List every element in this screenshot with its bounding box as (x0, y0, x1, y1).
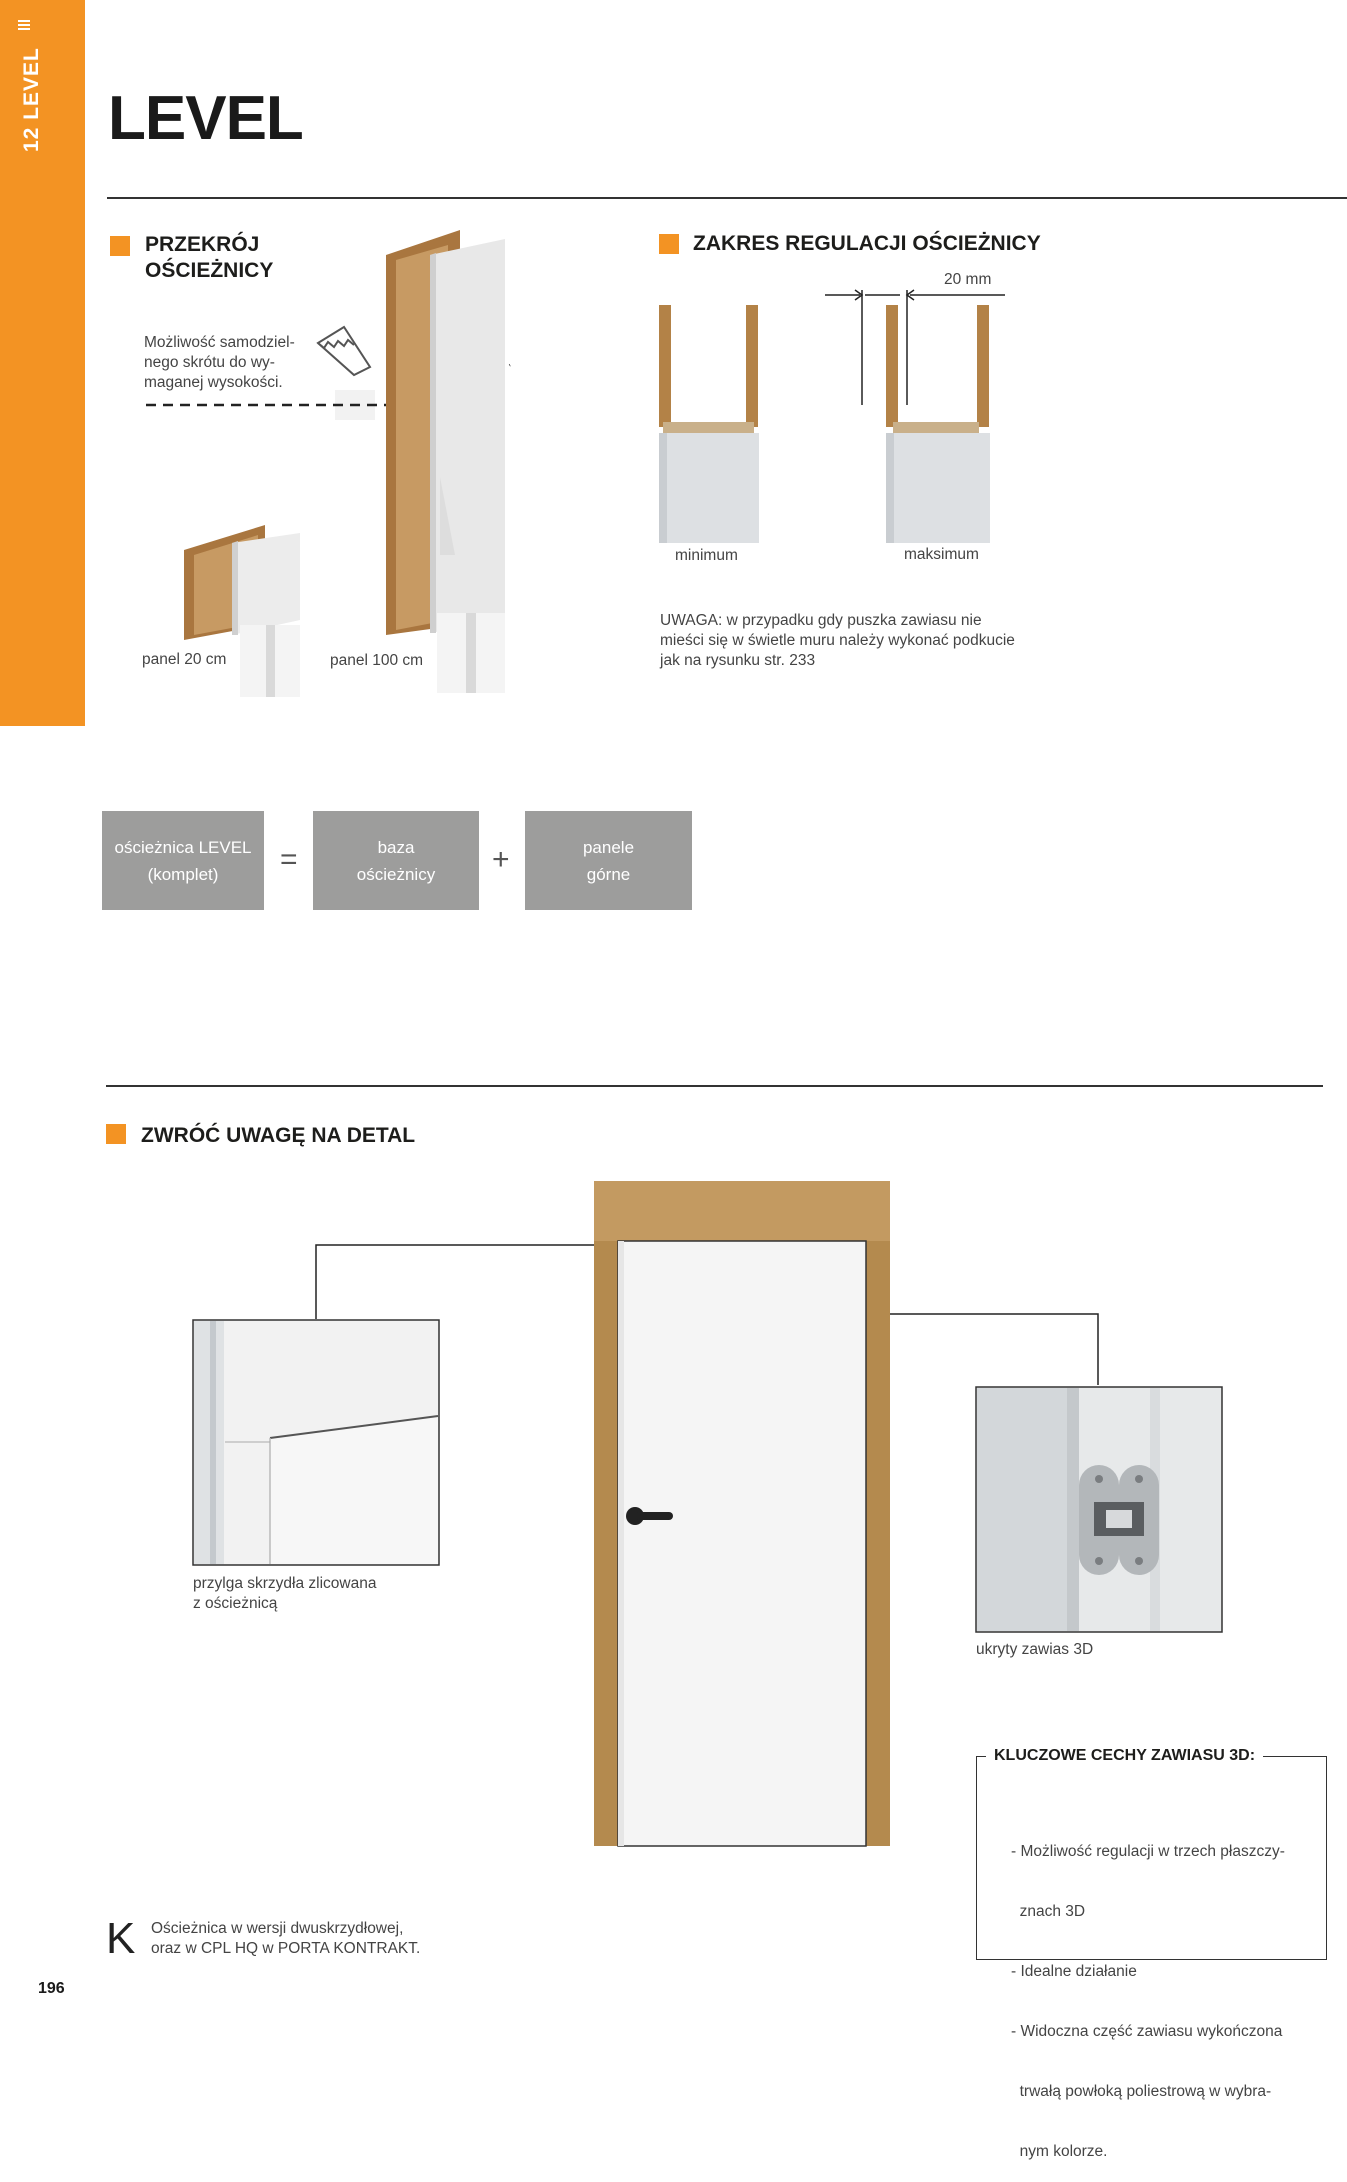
equals-sign: = (280, 843, 298, 876)
feature-item: nym kolorze. (1011, 2143, 1108, 2160)
section-marker-icon (106, 1124, 126, 1144)
footnote (151, 1919, 420, 1959)
cross-title-line1: PRZEKRÓJ (145, 233, 260, 256)
section-marker-icon (659, 234, 679, 254)
cross-title-line2: OŚCIEŻNICY (145, 259, 274, 282)
dimension-label: 20 mm (944, 271, 992, 288)
range-section-title: ZAKRES REGULACJI OŚCIEŻNICY (693, 232, 1041, 255)
feature-item: - Widoczna część zawiasu wykończona (1011, 2023, 1283, 2040)
formula-box-text: panele (582, 837, 635, 857)
frame-range-illustration (655, 285, 1015, 545)
sidebar-label: 12 LEVEL (20, 47, 43, 152)
saw-icon (318, 327, 370, 375)
caption-line: przylga skrzydła zlicowana (193, 1575, 377, 1592)
feature-item: - Idealne działanie (1011, 1963, 1137, 1980)
detail-section-title: ZWRÓĆ UWAGĘ NA DETAL (141, 1124, 416, 1147)
page-number: 196 (38, 1980, 65, 1997)
cut-note-line: nego skrótu do wy- (144, 354, 275, 371)
right-detail-caption: ukryty zawias 3D (976, 1641, 1094, 1658)
formula-frame-base (313, 811, 479, 910)
plus-sign: + (492, 843, 510, 876)
minimum-label: minimum (675, 547, 738, 564)
range-note-line: mieści się w świetle muru należy wykonać podkucie (660, 632, 1015, 649)
formula-top-panels (525, 811, 692, 910)
section-marker-icon (110, 236, 130, 256)
left-detail-caption (193, 1574, 377, 1614)
top-divider (107, 197, 1347, 199)
panel-small-label: panel 20 cm (142, 651, 227, 668)
caption-line: z ościeżnicą (193, 1595, 278, 1612)
cut-note-line: maganej wysokości. (144, 374, 283, 391)
range-note-line: UWAGA: w przypadku gdy puszka zawiasu nie (660, 612, 982, 629)
formula-box-text: (komplet) (147, 864, 219, 884)
cut-note-line: Możliwość samodziel- (144, 334, 295, 351)
footnote-line: oraz w CPL HQ w PORTA KONTRAKT. (151, 1940, 421, 1957)
formula-box-text: baza (377, 837, 415, 857)
hinge-features-title: KLUCZOWE CECHY ZAWIASU 3D: (986, 1744, 1263, 1768)
page-title: LEVEL (108, 84, 303, 153)
menu-icon (18, 20, 30, 32)
formula-box-text: ościeżnica LEVEL (114, 837, 252, 857)
range-note (660, 611, 1015, 671)
middle-divider (106, 1085, 1323, 1087)
formula-complete-frame (102, 811, 264, 910)
frame-cross-section-illustration (140, 225, 520, 700)
hinge-features-list (1011, 1802, 1285, 2182)
kontrakt-k-icon: K (106, 1914, 136, 1963)
formula-box-text: ościeżnicy (356, 864, 436, 884)
panel-large-label: panel 100 cm (330, 652, 424, 669)
feature-item: - Możliwość regulacji w trzech płaszczy- (1011, 1843, 1285, 1860)
footnote-line: Ościeżnica w wersji dwuskrzydłowej, (151, 1920, 404, 1937)
range-note-line: jak na rysunku str. 233 (660, 652, 816, 669)
feature-item: znach 3D (1011, 1903, 1086, 1920)
formula-box-text: górne (586, 864, 631, 884)
maximum-label: maksimum (904, 546, 979, 563)
feature-item: trwałą powłoką poliestrową w wybra- (1011, 2083, 1272, 2100)
